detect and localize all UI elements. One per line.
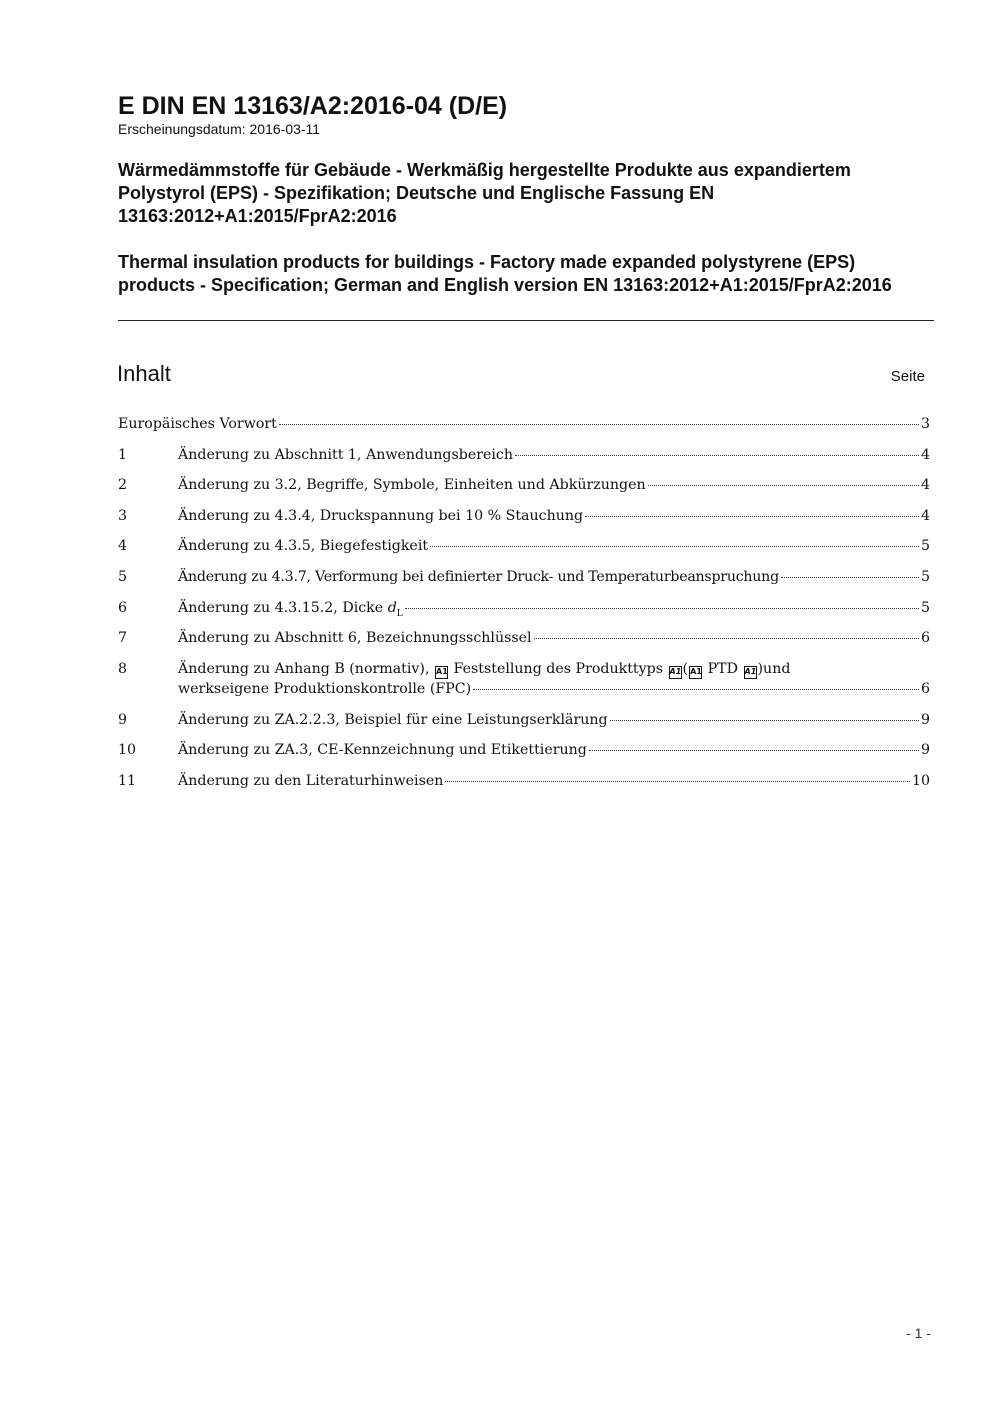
toc-entry[interactable] xyxy=(118,538,930,558)
toc-page: 4 xyxy=(920,447,930,463)
toc-number: 10 xyxy=(118,742,137,758)
toc-page: 9 xyxy=(920,742,930,758)
toc-title: Änderung zu den Literaturhinweisen xyxy=(178,773,444,789)
toc-entry[interactable] xyxy=(118,712,930,732)
toc-page: 5 xyxy=(920,600,930,616)
toc-number: 1 xyxy=(118,447,128,463)
variable-symbol: d xyxy=(387,600,397,616)
dot-leader xyxy=(781,577,919,578)
dot-leader xyxy=(405,608,919,609)
dot-leader xyxy=(585,516,919,517)
toc-page: 6 xyxy=(920,630,930,646)
toc-title-line1 xyxy=(178,661,790,679)
publication-date: Erscheinungsdatum: 2016-03-11 xyxy=(118,121,321,137)
toc-entry[interactable] xyxy=(118,600,930,620)
toc-number: 7 xyxy=(118,630,128,646)
toc-title: Änderung zu ZA.3, CE-Kennzeichnung und Etikettierung xyxy=(178,742,587,758)
toc-title: Änderung zu ZA.2.2.3, Beispiel für eine Leistungserklärung xyxy=(178,712,608,728)
toc-title: Änderung zu 4.3.7, Verformung bei definierter Druck- und Temperaturbeanspruchung xyxy=(178,569,779,585)
dot-leader xyxy=(473,689,919,690)
toc-title: Änderung zu Abschnitt 1, Anwendungsbereich xyxy=(178,447,514,463)
toc-entry[interactable] xyxy=(118,742,930,762)
toc-title-part: )und xyxy=(757,661,791,677)
toc-page: 4 xyxy=(920,477,930,493)
toc-entry[interactable] xyxy=(118,569,930,589)
toc-title-part: ( xyxy=(682,661,689,677)
dot-leader xyxy=(589,750,919,751)
toc-entry[interactable] xyxy=(118,447,930,467)
toc-title: Änderung zu 4.3.5, Biegefestigkeit xyxy=(178,538,429,554)
toc-number: 8 xyxy=(118,661,128,677)
toc-title-part: Feststellung des Produkttyps xyxy=(453,661,664,677)
toc-title: Änderung zu 4.3.4, Druckspannung bei 10 % Stauchung xyxy=(178,508,584,524)
toc-page: 5 xyxy=(920,569,930,585)
title-divider xyxy=(118,320,934,321)
dot-leader xyxy=(534,638,919,639)
title-german: Wärmedämmstoffe für Gebäude - Werkmäßig hergestellte Produkte aus expandiertem Polystyrol (EPS) - Spezifikation; Deutsche und Englische Fassung EN 13163:2012+A1:2015/FprA2:2016 xyxy=(118,160,851,226)
toc-number: 2 xyxy=(118,477,128,493)
toc-title xyxy=(178,600,403,619)
dot-leader xyxy=(445,781,910,782)
amendment-end-icon: A1 xyxy=(669,666,682,679)
toc-entry[interactable] xyxy=(118,773,930,793)
toc-entry-two-line[interactable] xyxy=(118,661,930,701)
toc-title-part: Änderung zu Anhang B (normativ), xyxy=(178,661,430,677)
page-column-label: Seite xyxy=(890,368,925,385)
toc-number: 3 xyxy=(118,508,128,524)
amendment-start-icon: A1 xyxy=(689,666,702,679)
dot-leader xyxy=(430,546,919,547)
toc-page: 6 xyxy=(920,681,930,697)
toc-entry[interactable] xyxy=(118,508,930,528)
toc-title: Europäisches Vorwort xyxy=(118,416,277,432)
toc-entry[interactable] xyxy=(118,630,930,650)
variable-subscript: L xyxy=(396,608,403,619)
toc-title: Änderung zu Abschnitt 6, Bezeichnungsschlüssel xyxy=(178,630,532,646)
toc-number: 6 xyxy=(118,600,128,616)
toc-page: 10 xyxy=(911,773,930,789)
toc-entry-foreword[interactable] xyxy=(118,416,930,436)
toc-number: 9 xyxy=(118,712,128,728)
toc-page: 3 xyxy=(920,416,930,432)
title-english: Thermal insulation products for buildings - Factory made expanded polystyrene (EPS) products - Specification; German and English version EN 13163:2012+A1:2015/FprA2:2016 xyxy=(118,252,892,295)
dot-leader xyxy=(610,720,919,721)
dot-leader xyxy=(515,455,919,456)
contents-heading: Inhalt xyxy=(117,361,171,386)
toc-title-text: Änderung zu 4.3.15.2, Dicke xyxy=(178,600,384,616)
toc-page: 4 xyxy=(920,508,930,524)
amendment-start-icon: A1 xyxy=(435,666,448,679)
toc-title-line2: werkseigene Produktionskontrolle (FPC) xyxy=(178,681,472,697)
dot-leader xyxy=(279,424,919,425)
toc-title-part: PTD xyxy=(707,661,738,677)
dot-leader xyxy=(648,485,919,486)
toc-number: 4 xyxy=(118,538,128,554)
amendment-end-icon: A1 xyxy=(744,666,757,679)
toc-number: 11 xyxy=(118,773,137,789)
toc-number: 5 xyxy=(118,569,128,585)
toc-title: Änderung zu 3.2, Begriffe, Symbole, Einheiten und Abkürzungen xyxy=(178,477,646,493)
document-id: E DIN EN 13163/A2:2016-04 (D/E) xyxy=(118,92,508,120)
toc-page: 5 xyxy=(920,538,930,554)
toc-page: 9 xyxy=(920,712,930,728)
footer-page-number: - 1 - xyxy=(906,1325,931,1341)
toc-entry[interactable] xyxy=(118,477,930,497)
